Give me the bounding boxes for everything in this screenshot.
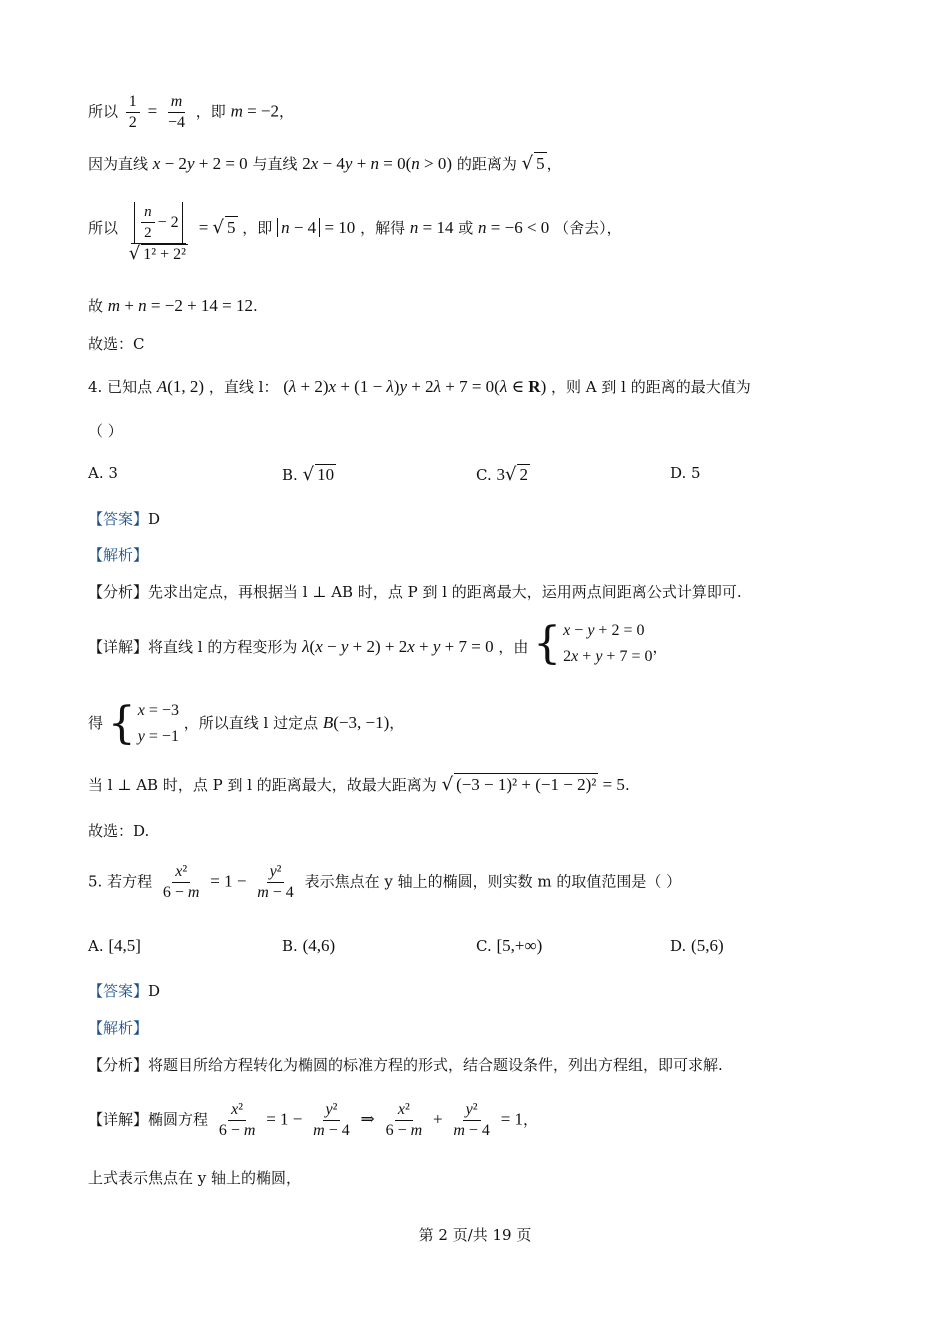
detail-4: 【详解】将直线 l 的方程变形为 λ(x − y + 2) + 2x + y + 7 = 0 ，由 { x − y + 2 = 0 2x + y + 7 = 0 ， — [88, 618, 668, 669]
page-footer: 第 2 页/共 19 页 — [418, 1226, 532, 1244]
text: 所以 — [88, 219, 119, 237]
question-4-paren: （ ） — [88, 422, 123, 440]
tag: 【详解】 — [88, 1110, 149, 1129]
text: 5. 若方程 — [88, 872, 153, 891]
value: (4,6) — [302, 936, 336, 955]
text: ，所以直线 l 过定点 — [183, 714, 319, 732]
text: ，由 — [498, 638, 529, 656]
line-sum: 故 m + n = −2 + 14 = 12. — [88, 296, 258, 315]
text: D. — [670, 937, 687, 955]
line-solve-n: 所以 $\frac{n}{2}$ − 2 √ 1² + 2² = √ 5 ，即 n − 4 = 10 ，解得 n = 14 或 n = −6 < 0 （舍去）， — [88, 204, 622, 264]
fraction-m-over-neg4: $\frac{m}{-4}$ — [167, 93, 185, 131]
text: 椭圆方程 — [148, 1110, 209, 1129]
text: 所以 — [88, 102, 119, 121]
option-b: B. √ 10 — [282, 464, 335, 485]
question-4: 4. 已知点 A(1, 2) ，直线 l： (λ + 2)x + (1 − λ)y + 2λ + 7 = 0(λ ∈ R) ，则 A 到 l 的距离的最大值为 — [88, 377, 751, 396]
tag: 【详解】 — [88, 638, 149, 656]
option-d: D. 5 — [670, 464, 701, 482]
answer-value: D — [148, 510, 161, 528]
text: 的距离为 — [456, 155, 517, 173]
text: ， — [279, 102, 295, 121]
text: B. — [282, 466, 298, 484]
text: A. — [88, 937, 104, 955]
text: 得 — [88, 714, 104, 732]
value: [5,+∞) — [496, 936, 543, 955]
text: ，解得 — [360, 219, 406, 237]
text: （舍去）， — [554, 219, 622, 237]
text: ， — [389, 714, 405, 732]
option-d-5 — [670, 936, 724, 956]
option-c: C. 3√ 2 — [476, 464, 528, 485]
text: 因为直线 — [88, 155, 149, 173]
text: 当 l ⊥ AB 时，点 P 到 l 的距离最大，故最大距离为 — [88, 776, 437, 794]
text: C. — [476, 937, 492, 955]
tag: 【分析】 — [88, 1056, 149, 1074]
text: ，即 — [242, 219, 273, 237]
answer-value: D — [148, 982, 161, 1000]
answer-tag: 【答案】 — [88, 982, 149, 1000]
fraction-y2: $\frac{\text{y²}}{m - 4}$ — [257, 863, 294, 901]
equation-system: { x − y + 2 = 0 2x + y + 7 = 0 — [533, 618, 653, 669]
text: 先求出定点，再根据当 l ⊥ AB 时，点 P 到 l 的距离最大，运用两点间距离公式计算即可. — [148, 583, 742, 601]
text: ， — [523, 1110, 539, 1129]
text: ，即 — [195, 102, 226, 121]
text: 与直线 — [252, 155, 298, 173]
detail-5: 【详解】椭圆方程 $\frac{\text{x²}}{6 - m}$ = 1 − $\frac{\text{y²}}{m - 4}$ ⇒ $\frac{\text{x²}}{6 - m}$ + $\frac{\text{y²}}{m - 4}$ = 1， — [88, 1101, 539, 1139]
text: ，直线 l： — [208, 378, 279, 396]
text: B. — [282, 937, 298, 955]
line-ratio: 所以 $\frac{1}{2}$ = $\frac{m}{-4}$ ，即 m = −2， — [88, 93, 295, 131]
text: C. — [476, 466, 492, 484]
text: 表示焦点在 y 轴上的椭圆，则实数 m 的取值范围是（ ） — [304, 872, 682, 891]
option-b-5 — [282, 936, 335, 956]
choose-d: 故选：D. — [88, 822, 150, 840]
text: 将直线 l 的方程变形为 — [148, 638, 298, 656]
value: [4,5] — [108, 936, 141, 955]
option-a-5 — [88, 936, 141, 956]
fenxi-4 — [88, 581, 742, 603]
text: 将题目所给方程转化为椭圆的标准方程的形式，结合题设条件，列出方程组，即可求解. — [148, 1056, 723, 1074]
option-c-5 — [476, 936, 542, 956]
text: 4. 已知点 — [88, 378, 153, 396]
text: ， — [652, 638, 668, 656]
last-line: 上式表示焦点在 y 轴上的椭圆， — [88, 1169, 302, 1187]
analysis-tag-5: 【解析】 — [88, 1019, 149, 1037]
fraction-x2: $\frac{\text{x²}}{6 - m}$ — [162, 863, 200, 901]
answer-tag: 【答案】 — [88, 510, 149, 528]
line-choose-c: 故选：C — [88, 335, 145, 353]
text: 或 — [458, 219, 474, 237]
text: 故 — [88, 297, 104, 315]
option-a: A. 3 — [88, 464, 118, 482]
solution-system: { x = −3 y = −1 — [107, 698, 179, 749]
question-5: 5. 若方程 $\frac{\text{x²}}{6 - m}$ = 1 − $\frac{\text{y²}}{m - 4}$ 表示焦点在 y 轴上的椭圆，则实数 m 的取值范围是（ ） — [88, 863, 682, 901]
distance-fraction: $\frac{n}{2}$ − 2 √ 1² + 2² — [128, 204, 186, 264]
max-distance: 当 l ⊥ AB 时，点 P 到 l 的距离最大，故最大距离为 √ (−3 − 1)² + (−1 − 2)² = 5. — [88, 774, 630, 795]
tag: 【分析】 — [88, 583, 149, 601]
answer-4 — [88, 508, 160, 530]
solution-point: 得 { x = −3 y = −1 ，所以直线 l 过定点 B(−3, −1)， — [88, 698, 405, 749]
text: . — [253, 297, 258, 315]
fraction-half: $\frac{1}{2}$ — [126, 92, 140, 133]
value: (5,6) — [691, 936, 724, 955]
text: ， — [546, 155, 562, 173]
text: . — [624, 776, 630, 794]
answer-5 — [88, 980, 160, 1002]
fenxi-5 — [88, 1054, 723, 1076]
text: ，则 A 到 l 的距离的最大值为 — [551, 378, 751, 396]
analysis-tag-4: 【解析】 — [88, 546, 149, 564]
line-distance: 因为直线 x − 2y + 2 = 0 与直线 2x − 4y + n = 0(n > 0) 的距离为 √ 5 ， — [88, 153, 562, 174]
